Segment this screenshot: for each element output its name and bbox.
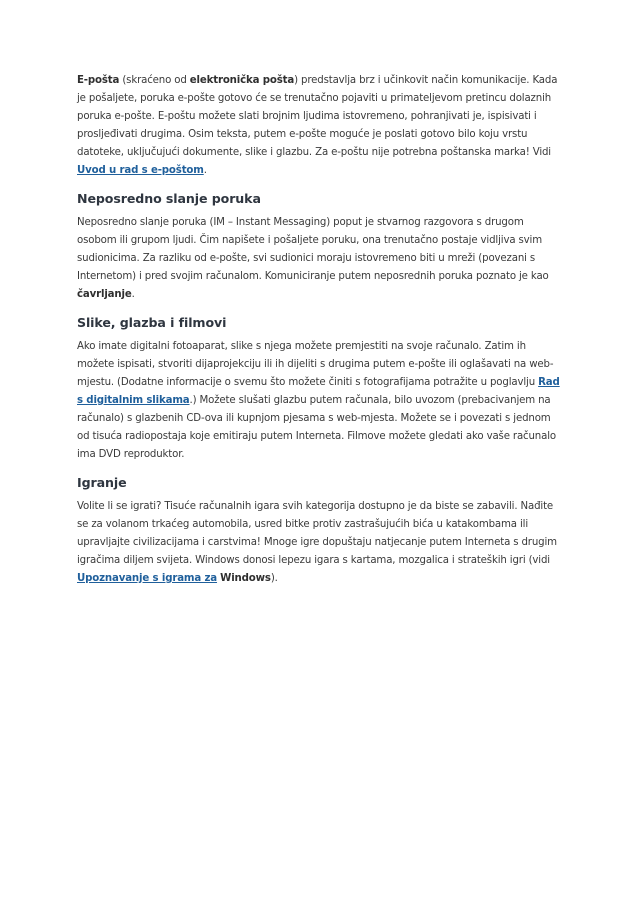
text-run: (skraćeno od	[119, 75, 190, 86]
term-windows: Windows	[220, 573, 271, 584]
heading-slike-glazba-filmovi: Slike, glazba i filmovi	[77, 315, 227, 330]
im-paragraph	[77, 214, 565, 304]
term-cavrljanje: čavrljanje	[77, 289, 132, 300]
text-run: Volite li se igrati? Tisuće računalnih igara svih kategorija dostupno je da biste se zabavili. Nađite se za volanom trkaćeg automobila, usred bitke protiv zastrašujućih bića u katakombama ili upravljajte civilizacijama i carstvima! Mnoge igre dopuštaju natjecanje putem Interneta s drugim igračima diljem svijeta. Windows donosi lepezu igara s kartama, mozgalica i strateških igri (vidi	[77, 501, 557, 566]
games-paragraph	[77, 498, 565, 588]
text-run: .	[131, 289, 135, 300]
heading-neposredno-slanje-poruka: Neposredno slanje poruka	[77, 191, 261, 206]
text-run: Neposredno slanje poruka (IM – Instant Messaging) poput je stvarnog razgovora s drugom osobom ili grupom ljudi. Čim napišete i pošaljete poruku, ona trenutačno postaje vidljiva svim sudionicima. Za razliku od e-pošte, svi sudionici moraju istovremeno biti u mreži (povezani s Internetom) i pred svojim računalom. Komuniciranje putem neposrednih poruka poznato je kao	[77, 217, 549, 282]
text-run: ) predstavlja brz i učinkovit način komunikacije. Kada je pošaljete, poruka e-pošte gotovo će se trenutačno pojaviti u primateljevom pretincu dolaznih poruka e-pošte. E-poštu možete slati brojnim ljudima istovremeno, pohranjivati je, ispisivati i prosljeđivati drugima. Osim teksta, putem e-pošte moguće je poslati gotovo bilo koju vrstu datoteke, uključujući dokumente, slike i glazbu. Za e-poštu nije potrebna poštanska marka! Vidi	[77, 75, 558, 158]
email-paragraph	[77, 72, 565, 180]
document-page	[77, 72, 565, 588]
text-run: ).	[270, 573, 278, 584]
term-elektronicka-posta: elektronička pošta	[189, 75, 295, 86]
text-run: .	[203, 165, 207, 176]
media-paragraph	[77, 338, 565, 464]
link-uvod-u-rad-s-e-postom[interactable]: Uvod u rad s e-poštom	[77, 165, 204, 176]
link-rad-s-digitalnim-slikama[interactable]: Rad s digitalnim slikama	[77, 377, 560, 406]
term-e-posta: E-pošta	[77, 75, 120, 86]
link-upoznavanje-s-igrama[interactable]: Upoznavanje s igrama za	[77, 573, 218, 584]
text-run: .) Možete slušati glazbu putem računala, bilo uvozom (prebacivanjem na računalo) s glazbenih CD-ova ili kupnjom pjesama s web-mjesta. Možete se i povezati s jednom od tisuća radiopostaja koje emitiraju putem Interneta. Filmove možete gledati ako vaše računalo ima DVD reproduktor.	[77, 395, 556, 460]
text-run: Ako imate digitalni fotoaparat, slike s njega možete premjestiti na svoje računalo. Zatim ih možete ispisati, stvoriti dijaprojekciju ili ih dijeliti s drugima putem e-pošte ili oglašavati na web-mjestu. (Dodatne informacije o svemu što možete činiti s fotografijama potražite u poglavlju	[77, 341, 554, 388]
heading-igranje: Igranje	[77, 475, 127, 490]
